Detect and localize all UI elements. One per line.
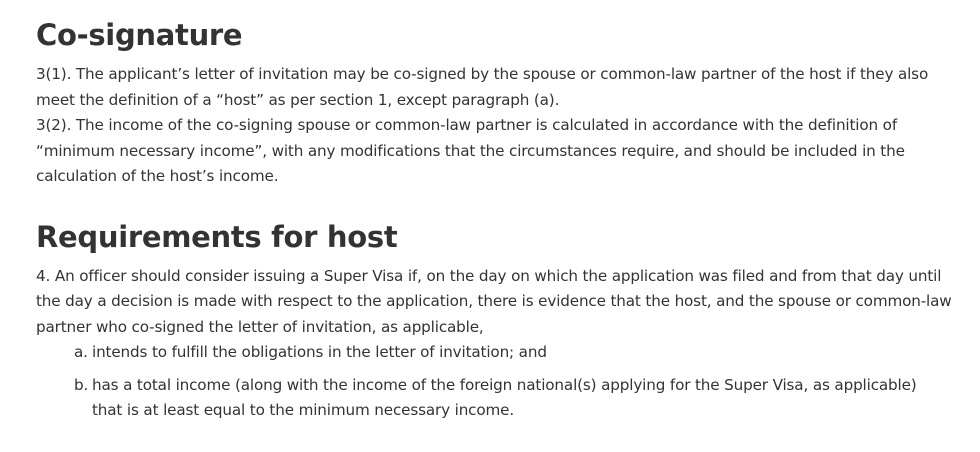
requirements-list [36,340,966,424]
list-item [74,373,966,424]
list-item [74,340,966,366]
requirements-section [36,219,966,424]
cosignature-heading: Co-signature [36,18,243,52]
list-marker: a. [74,343,88,361]
cosignature-section [36,0,966,190]
paragraph-3-1: 3(1). The applicant’s letter of invitation may be co-signed by the spouse or common-law partner of the host if they also meet the definition of a “host” as per section 1, except paragraph (a). [36,65,929,109]
requirements-heading: Requirements for host [36,219,398,254]
paragraph-3-2: 3(2). The income of the co-signing spouse or common-law partner is calculated in accordance with the definition of “minimum necessary income”, with any modifications that the circumstances require, and should be included in the calculation of the host’s income. [36,116,905,185]
list-item-text: intends to fulfill the obligations in the letter of invitation; and [92,343,547,361]
list-marker: b. [74,375,89,394]
paragraph-4: 4. An officer should consider issuing a Super Visa if, on the day on which the application was filed and from that day until the day a decision is made with respect to the application, there is evidence that the host, and the spouse or common-law partner who co-signed the letter of invitation, as applicable, [36,266,952,336]
list-item-text: has a total income (along with the income of the foreign national(s) applying for the Super Visa, as applicable) that is at least equal to the minimum necessary income. [92,375,917,419]
